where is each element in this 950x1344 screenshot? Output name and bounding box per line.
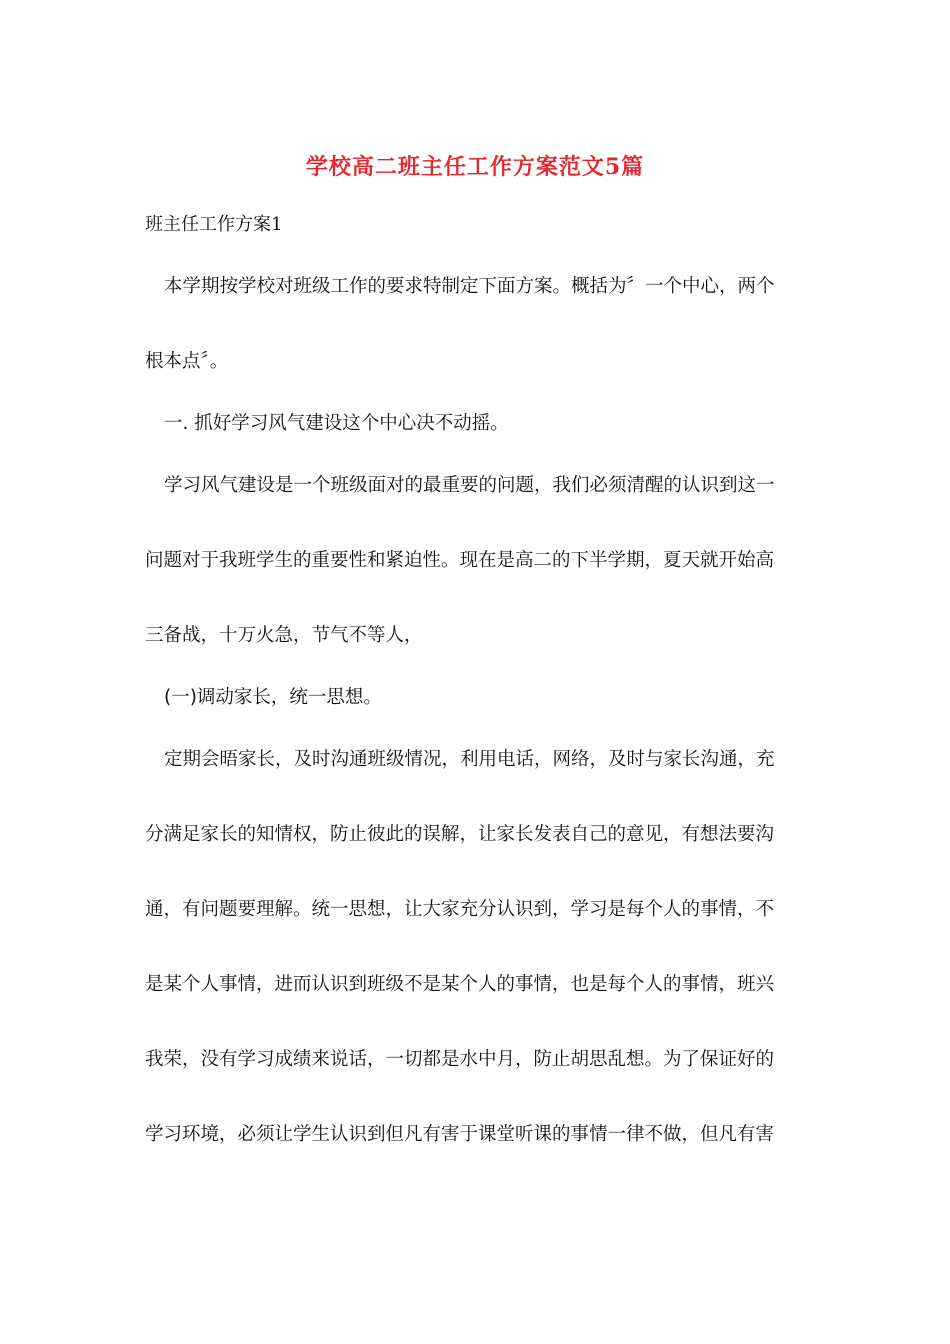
paragraph-line: 本学期按学校对班级工作的要求特制定下面方案。概括为〞一个中心，两个	[164, 276, 775, 297]
document-title: 学校高二班主任工作方案范文5篇	[305, 154, 645, 180]
paragraph-line: 分满足家长的知情权，防止彼此的误解，让家长发表自己的意见，有想法要沟	[145, 824, 775, 845]
paragraph-line: (一)调动家长，统一思想。	[164, 687, 382, 708]
paragraph-line: 我荣，没有学习成绩来说话，一切都是水中月，防止胡思乱想。为了保证好的	[145, 1049, 775, 1070]
paragraph-line: 定期会晤家长，及时沟通班级情况，利用电话，网络，及时与家长沟通，充	[164, 749, 775, 770]
paragraph-line: 问题对于我班学生的重要性和紧迫性。现在是高二的下半学期，夏天就开始高	[145, 550, 775, 571]
paragraph-line: 学习环境，必须让学生认识到但凡有害于课堂听课的事情一律不做，但凡有害	[145, 1124, 775, 1145]
paragraph-line: 通，有问题要理解。统一思想，让大家充分认识到，学习是每个人的事情，不	[145, 899, 775, 920]
paragraph-line: 一. 抓好学习风气建设这个中心决不动摇。	[164, 413, 509, 434]
paragraph-line: 根本点〞。	[145, 351, 229, 372]
paragraph-line: 是某个人事情，进而认识到班级不是某个人的事情，也是每个人的事情，班兴	[145, 974, 775, 995]
section-heading: 班主任工作方案1	[145, 214, 283, 235]
paragraph-line: 三备战，十万火急，节气不等人，	[145, 625, 423, 646]
paragraph-line: 学习风气建设是一个班级面对的最重要的问题，我们必须清醒的认识到这一	[164, 475, 775, 496]
